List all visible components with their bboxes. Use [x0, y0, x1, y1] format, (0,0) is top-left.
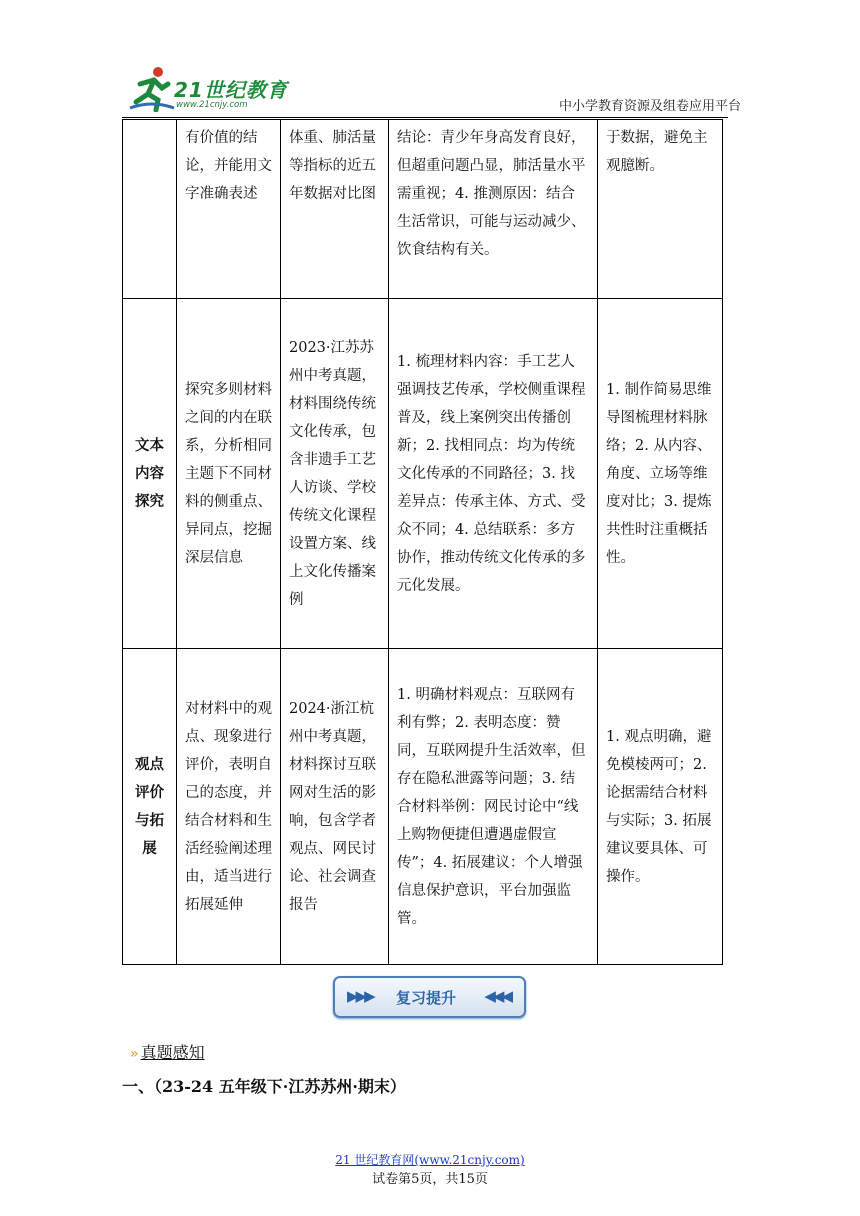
row-goal: 探究多则材料之间的内在联系，分析相同主题下不同材料的侧重点、异同点，挖掘深层信息 [177, 299, 281, 649]
footer-link[interactable]: 21 世纪教育网(www.21cnjy.com) [335, 1153, 525, 1167]
row-tips: 于数据，避免主观臆断。 [598, 120, 723, 299]
row-material: 2023·江苏苏州中考真题，材料围绕传统文化传承，包含非遗手工艺人访谈、学校传统文化课程设置方案、线上文化传播案例 [281, 299, 389, 649]
row-category: 观点评价与拓展 [123, 649, 177, 965]
header-divider [122, 117, 728, 118]
logo-url: www.21cnjy.com [176, 100, 248, 110]
row-goal: 有价值的结论，并能用文字准确表述 [177, 120, 281, 299]
logo-text: 21世纪教育 [174, 78, 288, 102]
row-tips: 1. 制作简易思维导图梳理材料脉络；2. 从内容、角度、立场等维度对比；3. 提炼共性时注重概括性。 [598, 299, 723, 649]
row-goal: 对材料中的观点、现象进行评价，表明自己的态度，并结合材料和生活经验阐述理由，适当进行拓展延伸 [177, 649, 281, 965]
section-title: 真题感知 [140, 1043, 205, 1062]
row-steps: 结论：青少年身高发育良好，但超重问题凸显，肺活量水平需重视；4. 推测原因：结合生活常识，可能与运动减少、饮食结构有关。 [389, 120, 598, 299]
row-steps: 1. 梳理材料内容：手工艺人强调技艺传承，学校侧重课程普及，线上案例突出传播创新；2. 找相同点：均为传统文化传承的不同路径；3. 找差异点：传承主体、方式、受众不同；4. 总结联系：多方协作，推动传统文化传承的多元化发展。 [389, 299, 598, 649]
arrows-left-icon: ◀◀◀ [484, 987, 510, 1005]
double-chevron-icon: » [130, 1046, 139, 1062]
row-steps: 1. 明确材料观点：互联网有利有弊；2. 表明态度：赞同，互联网提升生活效率，但存在隐私泄露等问题；3. 结合材料举例：网民讨论中“线上购物便捷但遭遇虚假宣传”；4. 拓展建议：个人增强信息保护意识，平台加强监管。 [389, 649, 598, 965]
table-row [123, 299, 723, 649]
review-label: 复习提升 [396, 989, 457, 1007]
table-row [123, 649, 723, 965]
method-table [122, 119, 723, 965]
runner-logo-icon [128, 64, 176, 112]
platform-title: 中小学教育资源及组卷应用平台 [559, 99, 742, 114]
question-heading: 一、（23-24 五年级下·江苏苏州·期末） [122, 1077, 406, 1096]
section-heading [130, 1040, 205, 1063]
review-banner [333, 976, 526, 1018]
page-header [0, 0, 860, 120]
row-category: 文本内容探究 [123, 299, 177, 649]
table-row [123, 120, 723, 299]
row-material: 体重、肺活量等指标的近五年数据对比图 [281, 120, 389, 299]
arrows-right-icon: ▶▶▶ [347, 987, 373, 1005]
row-material: 2024·浙江杭州中考真题，材料探讨互联网对生活的影响，包含学者观点、网民讨论、社会调查报告 [281, 649, 389, 965]
row-category [123, 120, 177, 299]
row-tips: 1. 观点明确，避免模棱两可；2. 论据需结合材料与实际；3. 拓展建议要具体、可操作。 [598, 649, 723, 965]
page-number: 试卷第5页，共15页 [372, 1172, 488, 1187]
logo [128, 64, 288, 114]
